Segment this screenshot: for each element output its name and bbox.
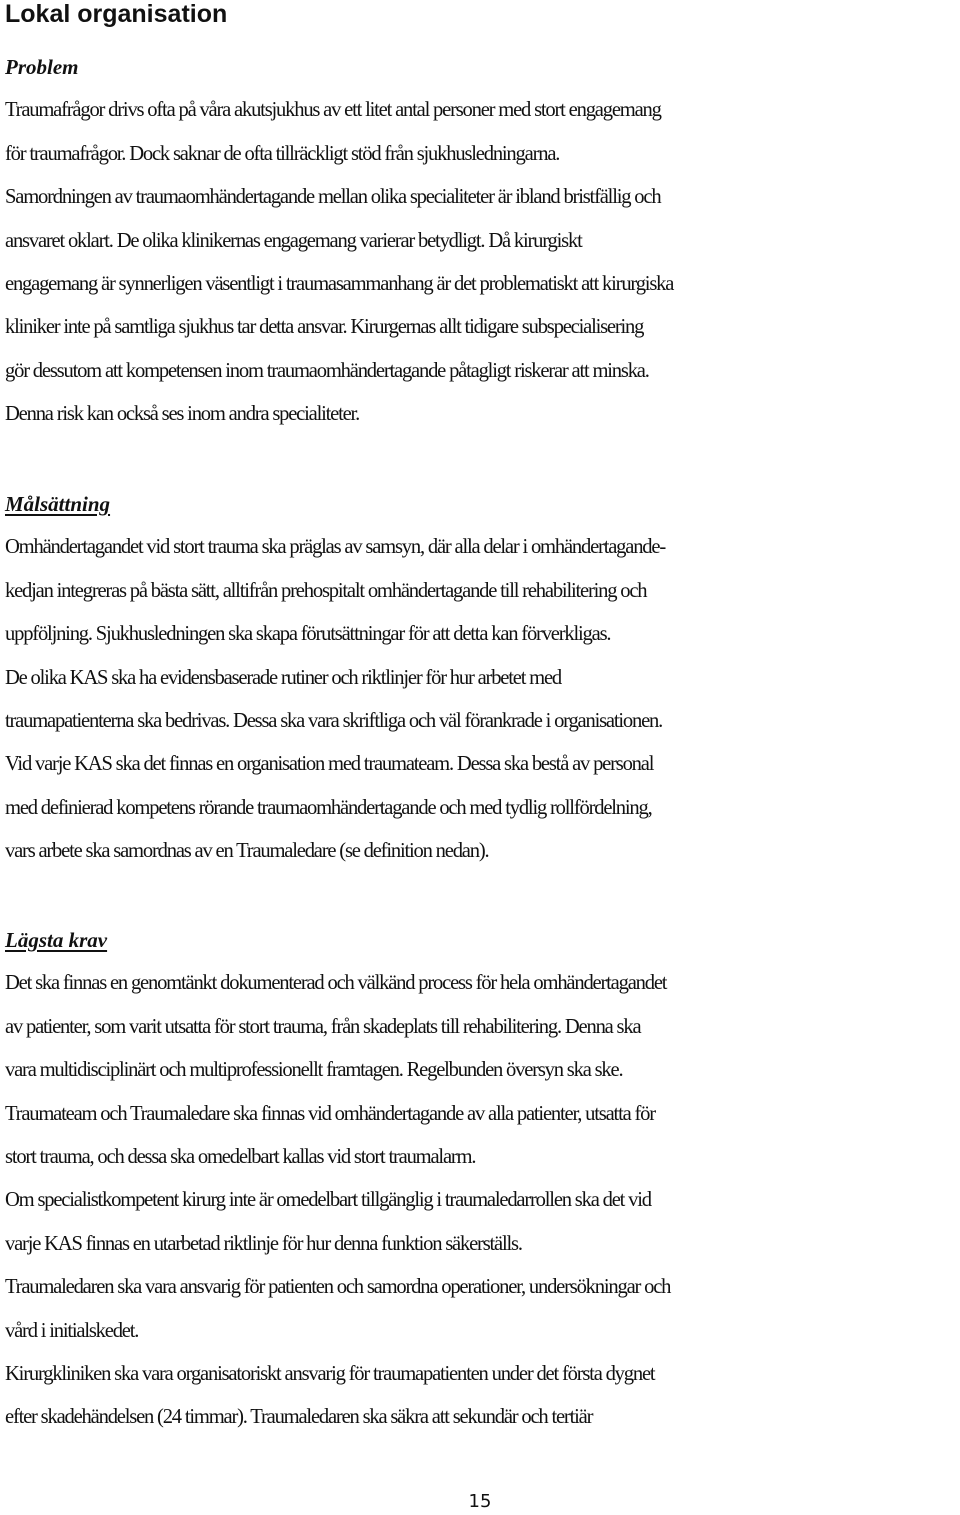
paragraph-line: uppföljning. Sjukhusledningen ska skapa förutsättningar för att detta kan förverkligas. (5, 623, 611, 646)
page-number: 15 (468, 1491, 492, 1512)
paragraph-line: gör dessutom att kompetensen inom traumaomhändertagande påtagligt riskerar att minska. (5, 359, 649, 382)
paragraph-line: Det ska finnas en genomtänkt dokumenterad och välkänd process för hela omhändertagandet (5, 972, 667, 995)
paragraph-line: Om specialistkompetent kirurg inte är omedelbart tillgänglig i traumaledarrollen ska det vid (5, 1189, 651, 1212)
paragraph-line: vård i initialskedet. (5, 1319, 139, 1342)
paragraph-line: ansvaret oklart. De olika klinikernas engagemang varierar betydligt. Då kirurgiskt (5, 229, 582, 252)
paragraph-line: Kirurgkliniken ska vara organisatoriskt ansvarig för traumapatienten under det första dygnet (5, 1363, 655, 1386)
page-title: Lokal organisation (5, 0, 228, 28)
paragraph-line: Traumateam och Traumaledare ska finnas vid omhändertagande av alla patienter, utsatta för (5, 1102, 655, 1125)
paragraph-line: kedjan integreras på bästa sätt, alltifrån prehospitalt omhändertagande till rehabilitering och (5, 579, 647, 602)
paragraph-line: Vid varje KAS ska det finnas en organisation med traumateam. Dessa ska bestå av personal (5, 753, 654, 776)
section-heading-goal: Målsättning (5, 492, 111, 516)
paragraph-line: De olika KAS ska ha evidensbaserade rutiner och riktlinjer för hur arbetet med (5, 666, 562, 689)
paragraph-line: varje KAS finnas en utarbetad riktlinje för hur denna funktion säkerställs. (5, 1232, 522, 1255)
paragraph-line: vara multidisciplinärt och multiprofessionellt framtagen. Regelbunden översyn ska ske. (5, 1059, 623, 1082)
section-goal (5, 483, 957, 874)
section-heading-problem: Problem (5, 55, 79, 79)
paragraph-line: efter skadehändelsen (24 timmar). Traumaledaren ska säkra att sekundär och tertiär (5, 1406, 593, 1429)
paragraph-line: traumapatienterna ska bedrivas. Dessa ska vara skriftliga och väl förankrade i organisationen. (5, 710, 663, 733)
section-problem (5, 46, 957, 437)
paragraph-line: för traumafrågor. Dock saknar de ofta tillräckligt stöd från sjukhusledningarna. (5, 142, 560, 165)
paragraph-line: med definierad kompetens rörande traumaomhändertagande och med tydlig rollfördelning, (5, 796, 652, 819)
paragraph-line: Samordningen av traumaomhändertagande mellan olika specialiteter är ibland bristfällig och (5, 186, 661, 209)
paragraph-line: engagemang är synnerligen väsentligt i traumasammanhang är det problematiskt att kirurgiska (5, 273, 674, 296)
section-minimum-requirements (5, 919, 957, 1440)
paragraph-line: av patienter, som varit utsatta för stort trauma, från skadeplats till rehabilitering. Denna ska (5, 1015, 641, 1038)
paragraph-line: Traumafrågor drivs ofta på våra akutsjukhus av ett litet antal personer med stort engagemang (5, 99, 661, 122)
paragraph-line: vars arbete ska samordnas av en Traumaledare (se definition nedan). (5, 840, 489, 863)
section-heading-minimum: Lägsta krav (5, 928, 108, 952)
paragraph-line: Omhändertagandet vid stort trauma ska präglas av samsyn, där alla delar i omhändertagande- (5, 536, 665, 559)
paragraph-line: Denna risk kan också ses inom andra specialiteter. (5, 403, 360, 426)
paragraph-line: stort trauma, och dessa ska omedelbart kallas vid stort traumalarm. (5, 1146, 476, 1169)
paragraph-line: Traumaledaren ska vara ansvarig för patienten och samordna operationer, undersökningar och (5, 1276, 671, 1299)
paragraph-line: kliniker inte på samtliga sjukhus tar detta ansvar. Kirurgernas allt tidigare subspecialisering (5, 316, 644, 339)
